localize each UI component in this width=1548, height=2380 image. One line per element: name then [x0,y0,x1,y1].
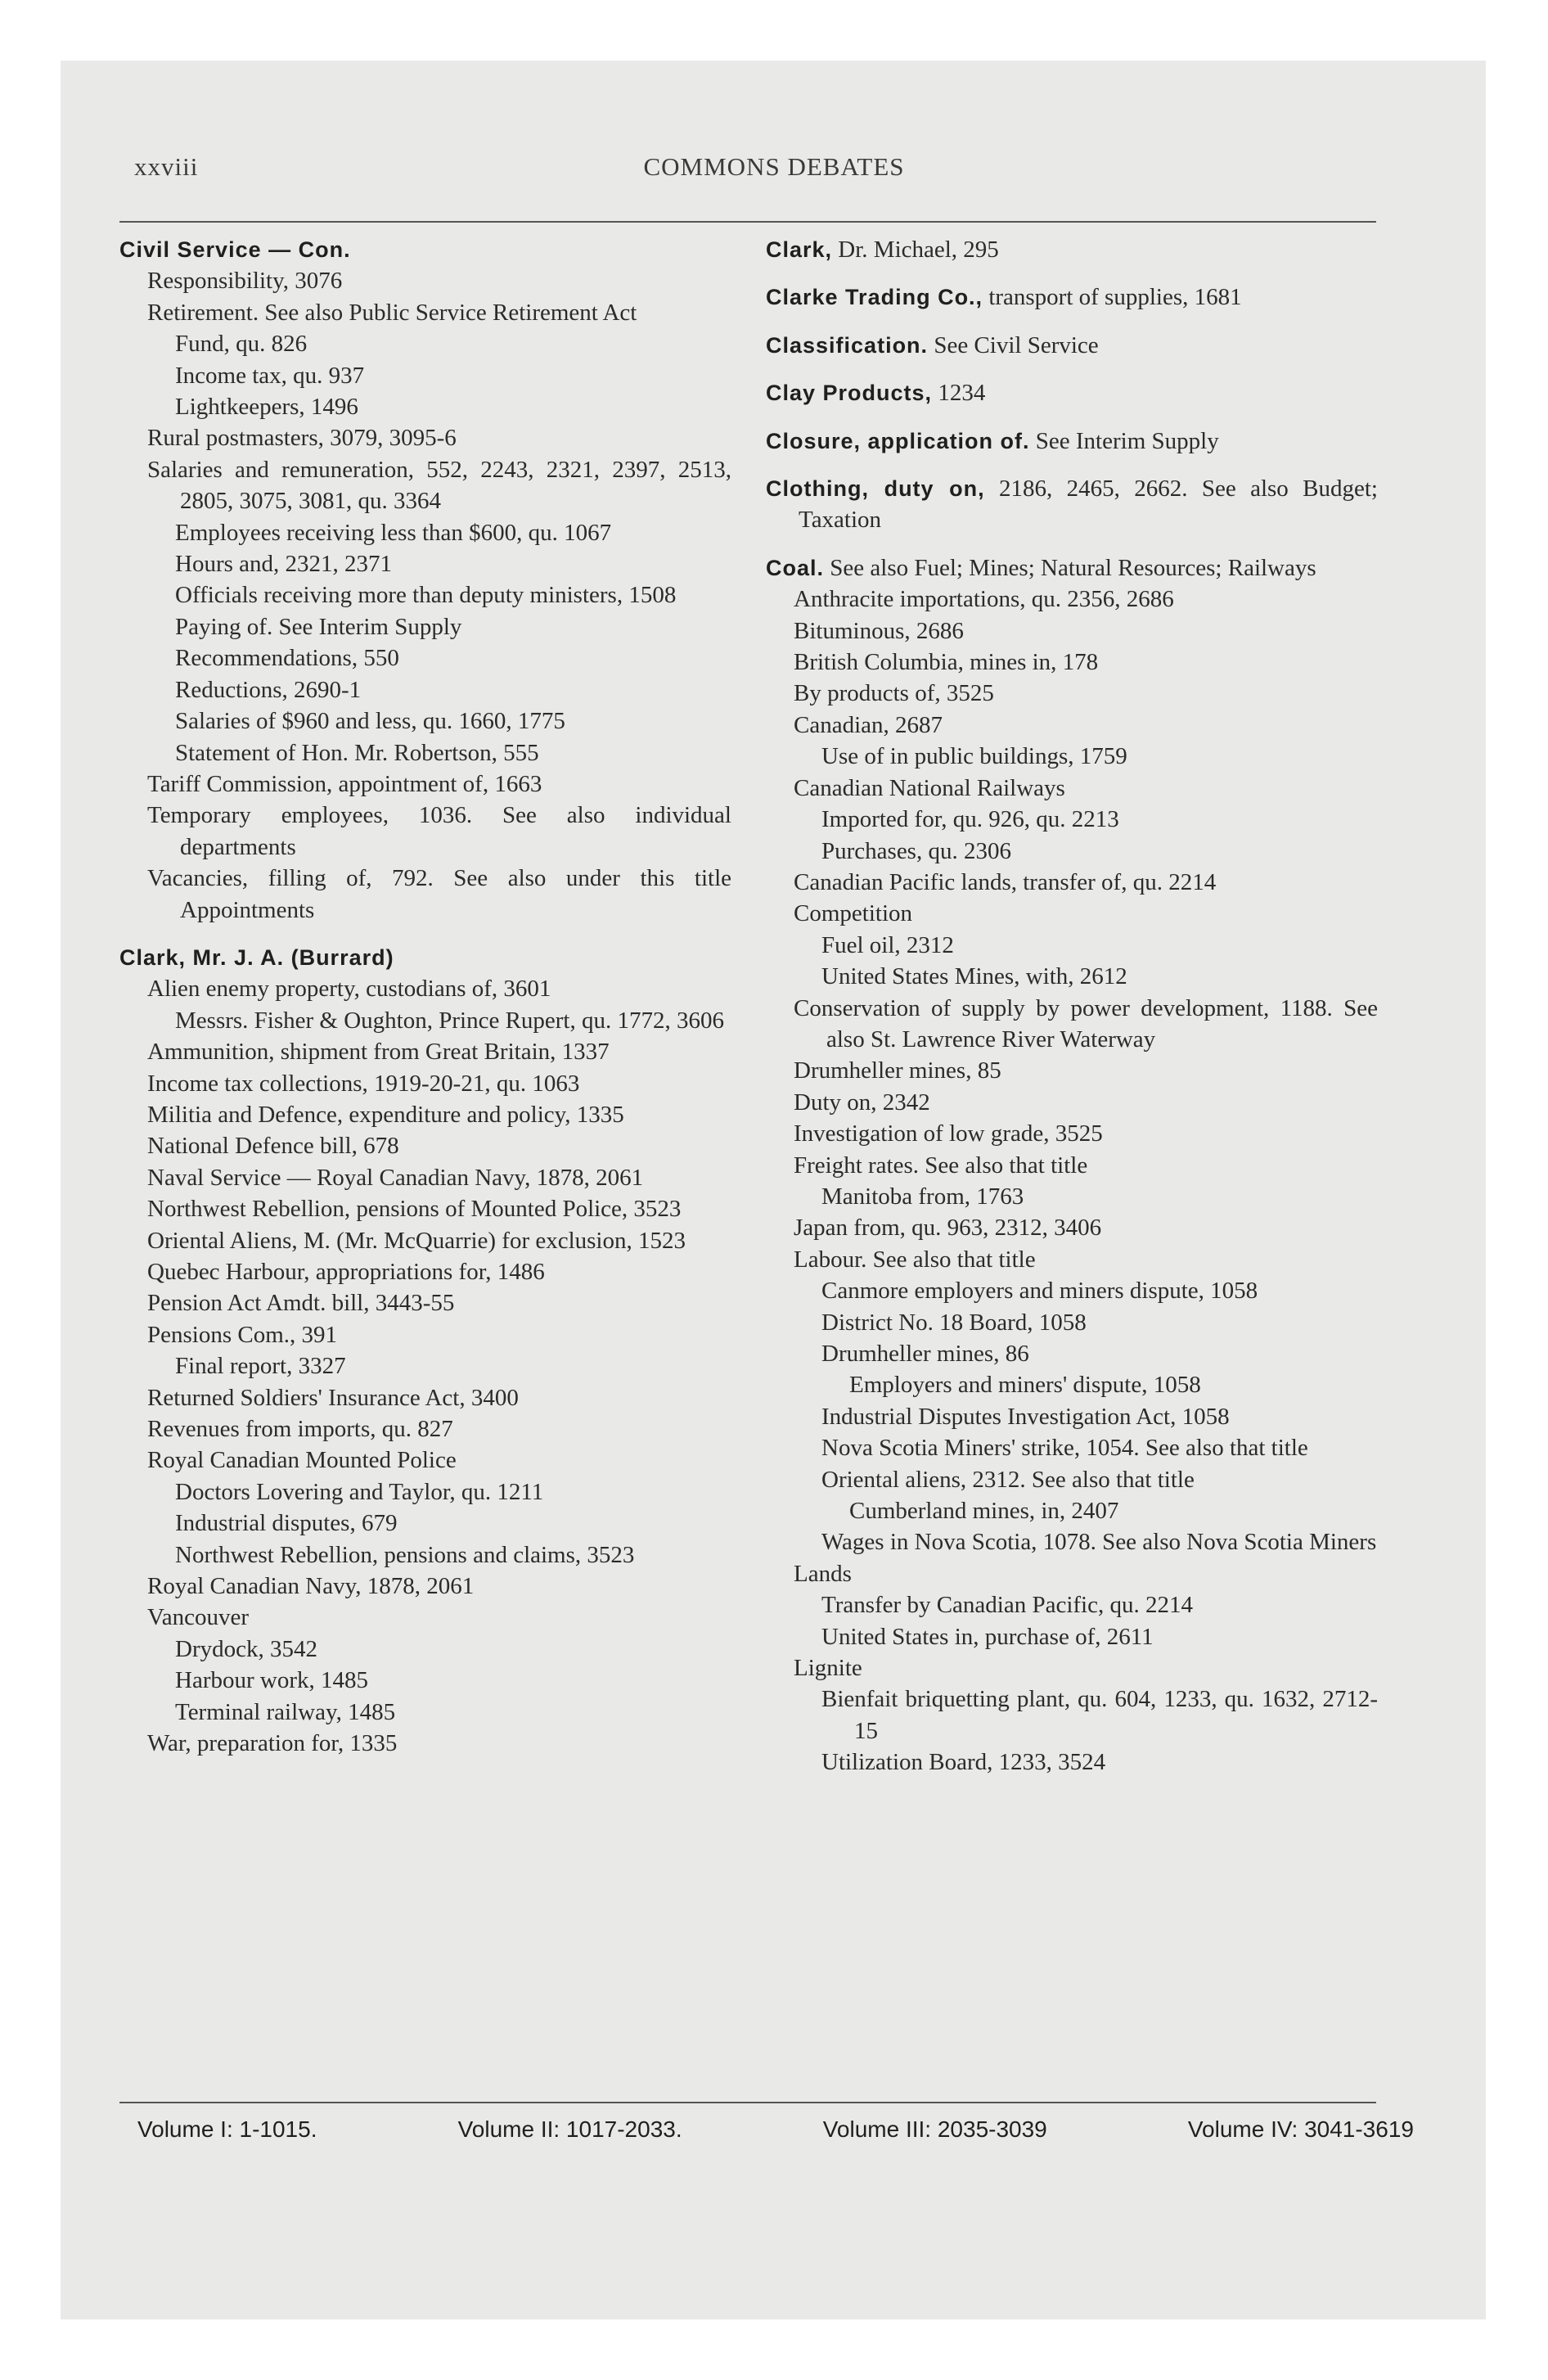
index-subentry: Harbour work, 1485 [175,1667,368,1694]
index-heading: Civil Service — Con. [119,237,351,262]
index-subentry: Use of in public buildings, 1759 [821,743,1127,770]
index-heading-label: Coal. [766,555,825,580]
index-subentry: National Defence bill, 678 [147,1133,399,1160]
index-subentry: Reductions, 2690-1 [175,676,362,703]
index-subentry: Northwest Rebellion, pensions and claims, 3523 [175,1541,635,1568]
index-subentry: Hours and, 2321, 2371 [175,551,393,578]
index-subentry: Temporary employees, 1036. See also individual departments [147,802,731,860]
index-subentry: Bituminous, 2686 [794,617,964,644]
index-heading-detail: See Interim Supply [1029,427,1219,454]
index-subentry: Nova Scotia Miners' strike, 1054. See also that title [821,1435,1308,1462]
index-subentry: Bienfait briquetting plant, qu. 604, 1233, qu. 1632, 2712-15 [821,1686,1378,1744]
index-subentry: Militia and Defence, expenditure and policy, 1335 [147,1101,624,1128]
index-heading [766,426,1378,457]
index-subentry: Canadian, 2687 [794,711,943,738]
index-subentry: Final report, 3327 [175,1353,346,1380]
index-subentry: Drumheller mines, 85 [794,1057,1001,1084]
page-folio: xxviii [134,152,199,181]
index-subentry: Returned Soldiers' Insurance Act, 3400 [147,1384,519,1411]
index-subentry: Wages in Nova Scotia, 1078. See also Nova Scotia Miners [821,1529,1377,1556]
index-heading-label: Clark, [766,237,833,262]
index-heading-detail: See Civil Service [928,331,1099,358]
index-subentry: Responsibility, 3076 [147,268,343,295]
index-subentry: Royal Canadian Navy, 1878, 2061 [147,1573,475,1600]
index-subentry: By products of, 3525 [794,680,994,707]
index-subentry: Manitoba from, 1763 [821,1183,1024,1210]
index-subentry: Tariff Commission, appointment of, 1663 [147,770,542,797]
index-subentry: Pension Act Amdt. bill, 3443-55 [147,1290,455,1317]
volume-range-3: Volume III: 2035-3039 [822,2116,1047,2142]
index-subentry: United States Mines, with, 2612 [821,963,1127,990]
index-subentry: Employers and miners' dispute, 1058 [849,1372,1201,1399]
index-subentry: Income tax, qu. 937 [175,362,365,389]
index-column-left [119,234,731,1760]
index-subentry: Competition [794,900,912,927]
volume-range-2: Volume II: 1017-2033. [457,2116,682,2142]
index-heading-label: Clothing, duty on, [766,476,985,502]
index-subentry: Naval Service — Royal Canadian Navy, 1878, 2061 [147,1164,644,1191]
index-heading [766,330,1378,361]
volume-footer [137,2116,1414,2143]
volume-range-4: Volume IV: 3041-3619 [1187,2116,1414,2142]
index-subentry: Income tax collections, 1919-20-21, qu. 1063 [147,1070,580,1097]
index-subentry: Messrs. Fisher & Oughton, Prince Rupert, qu. 1772, 3606 [175,1007,724,1034]
index-column-right [766,234,1378,1778]
index-heading-label: Closure, application of. [766,428,1030,453]
index-subentry: Salaries and remuneration, 552, 2243, 2321, 2397, 2513, 2805, 3075, 3081, qu. 3364 [147,456,731,515]
index-subentry: Royal Canadian Mounted Police [147,1447,457,1474]
index-heading [766,234,1378,265]
index-heading [766,473,1378,536]
index-subentry: British Columbia, mines in, 178 [794,649,1099,676]
index-heading-detail: 2186, 2465, 2662. See also Budget; Taxation [799,476,1378,534]
index-subentry: Pensions Com., 391 [147,1321,338,1348]
index-subentry: Industrial disputes, 679 [175,1510,398,1537]
index-subentry: Officials receiving more than deputy ministers, 1508 [175,582,677,609]
index-subentry: Alien enemy property, custodians of, 3601 [147,976,551,1003]
index-subentry: Lightkeepers, 1496 [175,394,358,421]
index-subentry: Retirement. See also Public Service Retirement Act [147,299,637,326]
index-subentry: Conservation of supply by power development, 1188. See also St. Lawrence River Waterway [794,994,1378,1053]
index-subentry: Investigation of low grade, 3525 [794,1120,1103,1147]
index-subentry: Fuel oil, 2312 [821,931,954,958]
index-heading-detail: 1234 [932,380,986,407]
index-subentry: Freight rates. See also that title [794,1152,1088,1179]
index-subentry: Drumheller mines, 86 [821,1341,1029,1367]
index-subentry: Salaries of $960 and less, qu. 1660, 1775 [175,708,565,735]
index-subentry: Revenues from imports, qu. 827 [147,1416,453,1443]
index-subentry: Labour. See also that title [794,1246,1036,1273]
footer-rule [119,2102,1376,2103]
index-subentry: Canmore employers and miners dispute, 1058 [821,1278,1258,1305]
index-subentry: Oriental aliens, 2312. See also that title [821,1466,1195,1493]
index-heading-detail: See also Fuel; Mines; Natural Resources; Railways [824,554,1316,581]
index-subentry: Quebec Harbour, appropriations for, 1486 [147,1259,545,1285]
index-subentry: District No. 18 Board, 1058 [821,1309,1087,1336]
index-subentry: Rural postmasters, 3079, 3095-6 [147,425,457,452]
index-subentry: Duty on, 2342 [794,1089,930,1116]
index-subentry: Cumberland mines, in, 2407 [849,1498,1119,1525]
index-heading [766,282,1378,313]
index-heading-label: Clarke Trading Co., [766,285,983,310]
index-subentry: Vancouver [147,1604,250,1631]
index-subentry: Ammunition, shipment from Great Britain, 1337 [147,1039,610,1066]
index-heading [766,552,1378,584]
index-subentry: Drydock, 3542 [175,1635,317,1662]
index-subentry: Utilization Board, 1233, 3524 [821,1749,1106,1776]
index-subentry: Northwest Rebellion, pensions of Mounted Police, 3523 [147,1196,682,1223]
index-subentry: Industrial Disputes Investigation Act, 1058 [821,1403,1230,1430]
index-subentry: Lands [794,1560,852,1587]
index-heading: Clark, Mr. J. A. (Burrard) [119,944,394,970]
index-heading [766,377,1378,408]
index-subentry: Recommendations, 550 [175,645,399,672]
index-subentry: Fund, qu. 826 [175,331,308,358]
index-subentry: War, preparation for, 1335 [147,1730,398,1757]
index-subentry: Anthracite importations, qu. 2356, 2686 [794,586,1174,613]
index-subentry: Transfer by Canadian Pacific, qu. 2214 [821,1592,1193,1619]
index-subentry: Paying of. See Interim Supply [175,613,462,640]
index-subentry: Purchases, qu. 2306 [821,837,1011,864]
index-subentry: Statement of Hon. Mr. Robertson, 555 [175,739,539,766]
index-subentry: Canadian Pacific lands, transfer of, qu. 2214 [794,868,1217,895]
index-subentry: Doctors Lovering and Taylor, qu. 1211 [175,1478,544,1505]
index-subentry: United States in, purchase of, 2611 [821,1623,1154,1650]
index-subentry: Lignite [794,1655,862,1682]
index-subentry: Imported for, qu. 926, qu. 2213 [821,806,1119,833]
index-heading-label: Clay Products, [766,381,933,406]
volume-range-1: Volume I: 1-1015. [137,2116,317,2142]
index-heading-detail: transport of supplies, 1681 [983,284,1242,311]
index-subentry: Canadian National Railways [794,774,1065,801]
header-rule [119,221,1376,223]
index-subentry: Oriental Aliens, M. (Mr. McQuarrie) for exclusion, 1523 [147,1227,686,1254]
index-subentry: Terminal railway, 1485 [175,1698,396,1725]
index-subentry: Vacancies, filling of, 792. See also under this title Appointments [147,865,731,923]
index-subentry: Employees receiving less than $600, qu. 1067 [175,519,612,546]
running-head-title: COMMONS DEBATES [643,152,905,181]
index-subentry: Japan from, qu. 963, 2312, 3406 [794,1215,1102,1242]
index-heading-detail: Dr. Michael, 295 [832,237,999,263]
index-heading-label: Classification. [766,332,929,358]
